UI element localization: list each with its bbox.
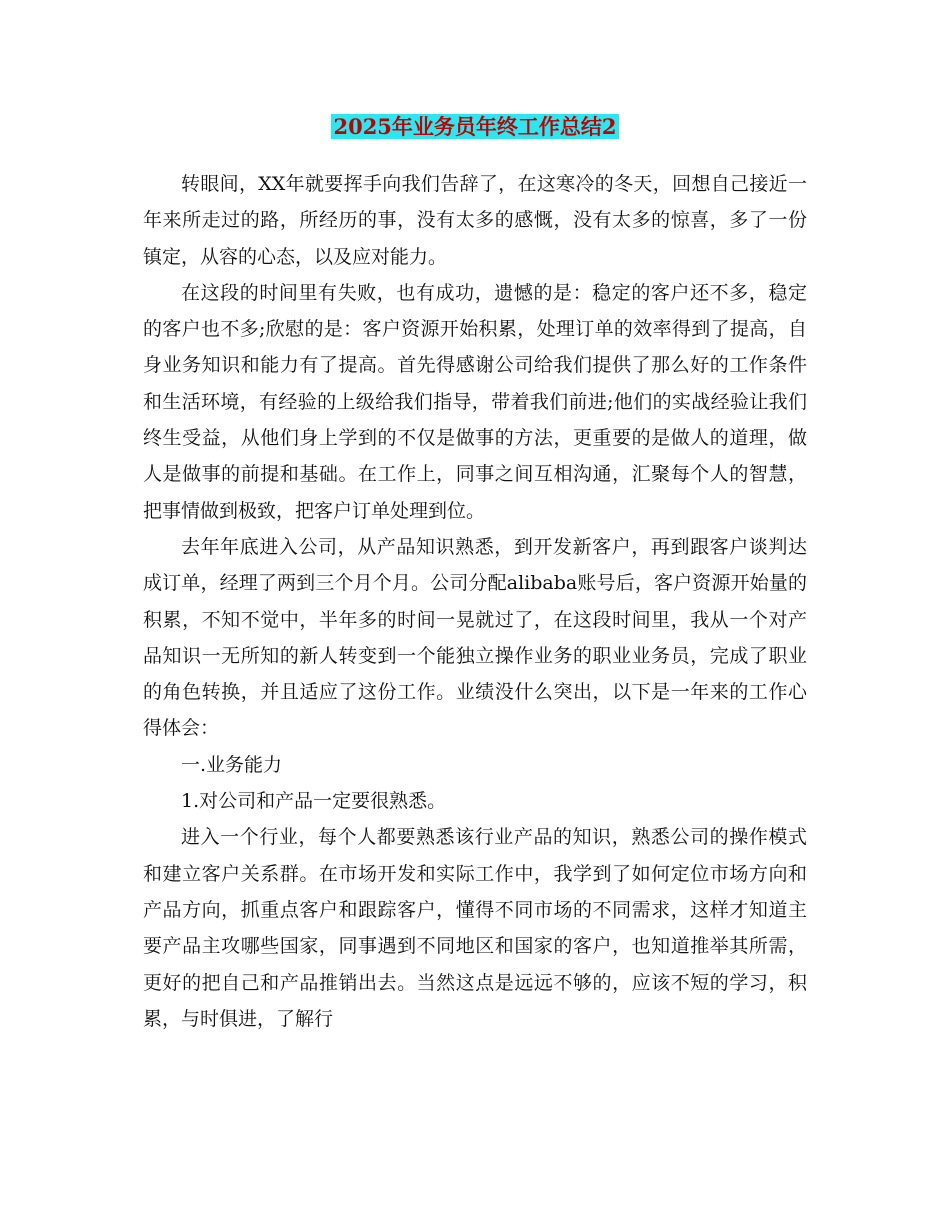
document-title xyxy=(0,112,950,142)
paragraph-1: 转眼间，XX年就要挥手向我们告辞了，在这寒冷的冬天，回想自己接近一年来所走过的路，所经历的事，没有太多的感慨，没有太多的惊喜，多了一份镇定，从容的心态，以及应对能力。 xyxy=(143,173,807,268)
paragraph-6: 进入一个行业，每个人都要熟悉该行业产品的知识，熟悉公司的操作模式和建立客户关系群。在市场开发和实际工作中，我学到了如何定位市场方向和产品方向，抓重点客户和跟踪客户，懂得不同市场的不同需求，这样才知道主要产品主攻哪些国家，同事遇到不同地区和国家的客户，也知道推举其所需，更好的把自己和产品推销出去。当然这点是远远不够的，应该不短的学习，积累，与时俱进，了解行 xyxy=(143,826,807,1030)
section-heading-business-ability: 一.业务能力 xyxy=(181,753,283,776)
document-body xyxy=(143,166,807,1037)
document-title-text: 2025年业务员年终工作总结2 xyxy=(333,114,617,139)
subheading-company-product-knowledge: 1.对公司和产品一定要很熟悉。 xyxy=(181,790,447,813)
paragraph-3: 去年年底进入公司，从产品知识熟悉，到开发新客户，再到跟客户谈判达成订单，经理了两到三个月个月。公司分配alibaba账号后，客户资源开始量的积累，不知不觉中，半年多的时间一晃就过了，在这段时间里，我从一个对产品知识一无所知的新人转变到一个能独立操作业务的职业业务员，完成了职业的角色转换，并且适应了这份工作。业绩没什么突出，以下是一年来的工作心得体会： xyxy=(143,535,807,740)
paragraph-2: 在这段的时间里有失败，也有成功，遗憾的是：稳定的客户还不多，稳定的客户也不多;欣慰的是：客户资源开始积累，处理订单的效率得到了提高，自身业务知识和能力有了提高。首先得感谢公司给我们提供了那么好的工作条件和生活环境，有经验的上级给我们指导，带着我们前进;他们的实战经验让我们终生受益，从他们身上学到的不仅是做事的方法，更重要的是做人的道理，做人是做事的前提和基础。在工作上，同事之间互相沟通，汇聚每个人的智慧，把事情做到极致，把客户订单处理到位。 xyxy=(143,281,807,522)
